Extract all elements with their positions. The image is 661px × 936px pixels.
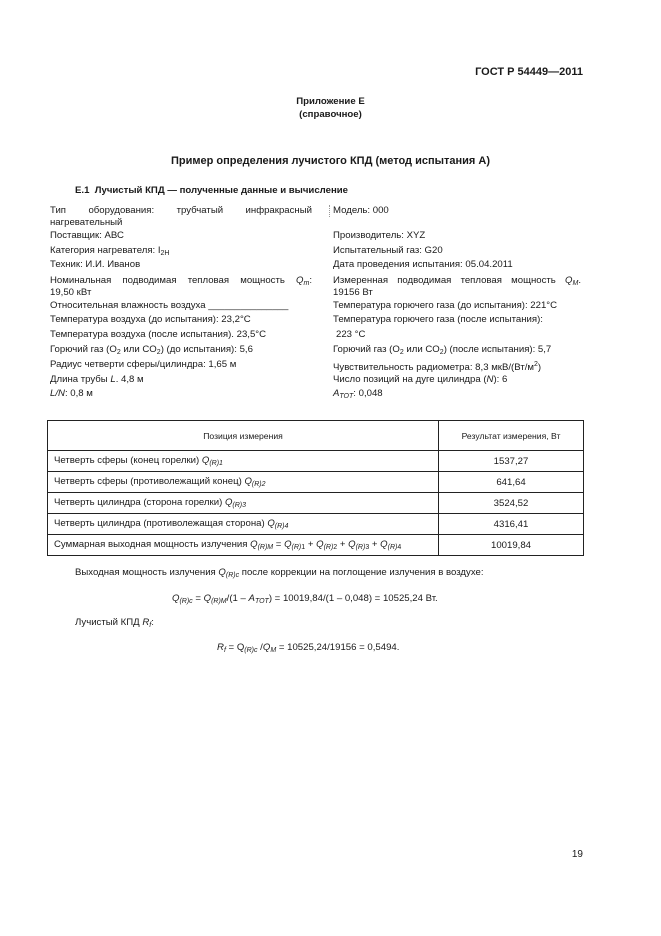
equipment-line-1 — [50, 205, 312, 217]
sub: (R)4 — [274, 523, 289, 530]
position-cell: Суммарная выходная мощность излучения $Q_{(R)M} = Q_{(R)1} + Q_{(R)2} + Q_{(R)3} + Q_{(R)4}$ — [48, 535, 439, 556]
word: тепловая — [460, 275, 502, 286]
table-row — [48, 451, 584, 472]
power-symbol: Q — [296, 275, 304, 286]
appendix-subtitle: (справочное) — [299, 109, 362, 120]
text: ) — [537, 362, 542, 373]
appendix-title: Приложение Е — [296, 96, 365, 107]
ln-symbol: L/N — [50, 388, 65, 399]
ln-ratio — [50, 388, 312, 400]
table-row-sum — [48, 535, 584, 556]
air-temp-before: Температура воздуха (до испытания): 23,2°С — [50, 314, 251, 325]
test-date: Дата проведения испытания: 05.04.2011 — [333, 259, 513, 270]
text: Четверть сферы (конец горелки) — [54, 455, 202, 466]
text: или CO — [120, 344, 157, 355]
measured-symbol: Q — [565, 275, 573, 286]
text: ): 6 — [493, 374, 508, 385]
section-number: Е.1 — [75, 185, 90, 196]
tube-symbol: L — [110, 374, 116, 385]
text: Длина трубы — [50, 374, 111, 385]
results-table — [47, 420, 584, 556]
manufacturer: Производитель: XYZ — [333, 230, 426, 241]
text: /(1 – — [226, 593, 249, 604]
sym: Q — [201, 455, 210, 466]
text: : 0,8 м — [64, 388, 93, 399]
col-position-header: Позиция измерения — [48, 421, 439, 451]
equipment-line-2: нагревательный — [50, 217, 123, 228]
table-row — [48, 472, 584, 493]
text: или CO — [403, 344, 440, 355]
text: Лучистый КПД — [75, 617, 143, 628]
position-cell — [48, 514, 439, 535]
positions — [333, 374, 581, 386]
result-cell: 1537,27 — [439, 451, 584, 472]
section-heading — [75, 185, 348, 196]
result-cell: 4316,41 — [439, 514, 584, 535]
text: Суммарная выходная мощность излучения — [54, 539, 251, 550]
heater-category — [50, 245, 312, 260]
position-cell — [48, 451, 439, 472]
text: Четверть цилиндра (противолежащая сторона) — [54, 518, 268, 529]
text: ) (до испытания): 5,6 — [160, 344, 253, 355]
sym: Q — [224, 497, 233, 508]
column-divider — [329, 205, 330, 217]
word: подводимая — [122, 275, 177, 286]
standard-number: ГОСТ Р 54449—2011 — [475, 66, 583, 78]
word: подводимая — [397, 275, 452, 286]
text: после коррекции на поглощение излучения в воздухе: — [239, 567, 484, 578]
radius: Радиус четверти сферы/цилиндра: 1,65 м — [50, 359, 237, 370]
atot-sub: TOT — [339, 393, 354, 400]
supplier: Поставщик: АВС — [50, 230, 124, 241]
sub: (R)1 — [209, 460, 223, 467]
humidity: Относительная влажность воздуха _______________ — [50, 300, 289, 311]
air-temp-after: Температура воздуха (после испытания). 23,5°С — [50, 329, 267, 340]
result-cell: 641,64 — [439, 472, 584, 493]
power-sub: m — [303, 280, 310, 287]
measured-power-line-2: 19156 Вт — [333, 287, 373, 298]
table-header-row — [48, 421, 584, 451]
a-tot — [333, 388, 581, 403]
word: Тип — [50, 205, 66, 216]
gas-before: Горючий газ ($O_2$ или $CO_2$) (до испытания): 5,6 — [50, 344, 253, 356]
text: : 0,048 — [353, 388, 383, 399]
text: ) = 10019,84/(1 – 0,048) = 10525,24 Вт. — [268, 593, 438, 604]
position-cell — [48, 472, 439, 493]
model: Модель: 000 — [333, 205, 389, 216]
test-gas: Испытательный газ: G20 — [333, 245, 443, 256]
gas-temp-before: Температура горючего газа (до испытания): 221°С — [333, 300, 558, 311]
word: инфракрасный — [245, 205, 312, 216]
word: мощность — [511, 275, 556, 286]
word: мощность — [240, 275, 285, 286]
measured-sub: M — [572, 280, 579, 287]
col-result-header: Результат измерения, Вт — [439, 421, 584, 451]
word: Измеренная — [333, 275, 389, 286]
sym: Q — [244, 476, 252, 487]
text: Число позиций на дуге цилиндра ( — [333, 374, 487, 385]
category-sub: 2Н — [160, 250, 170, 257]
gas-after: Горючий газ ($O_2$ или $CO_2$) (после испытания): 5,7 — [333, 344, 552, 356]
page-number: 19 — [571, 849, 583, 860]
sub: (R)2 — [251, 481, 266, 488]
table-row — [48, 514, 584, 535]
word: Номинальная — [50, 275, 112, 286]
text: . 4,8 м — [115, 374, 144, 385]
text: Четверть цилиндра (сторона горелки) — [54, 497, 225, 508]
efficiency-label: Лучистый КПД $R_f$: — [75, 617, 154, 629]
sub: (R)3 — [232, 502, 247, 509]
atot-symbol: A — [333, 388, 340, 399]
text: Выходная мощность излучения — [75, 567, 219, 578]
text: Горючий газ (O — [333, 344, 400, 355]
text: ) (после испытания): 5,7 — [443, 344, 552, 355]
text: Четверть сферы (противолежащий конец) — [54, 476, 245, 487]
main-title: Пример определения лучистого КПД (метод испытания А) — [170, 155, 490, 167]
word: оборудования: — [88, 205, 155, 216]
n-symbol: N — [486, 374, 494, 385]
corrected-formula: $Q_{(R)c} = Q_{(R)M}/(1 - A_{TOT}) = 10019,84/(1 - 0,048) = 10525,24$ Вт. — [172, 593, 438, 605]
category-label: Категория нагревателя: I — [50, 245, 161, 256]
text: = 10525,24/19156 = 0,5494. — [276, 642, 400, 653]
table-row — [48, 493, 584, 514]
tube-length — [50, 374, 312, 386]
gas-temp-after: Температура горючего газа (после испытания): — [333, 314, 543, 325]
power-line-2: 19,50 кВт — [50, 287, 92, 298]
word: тепловая — [187, 275, 230, 286]
text: Горючий газ (O — [50, 344, 117, 355]
word: трубчатый — [176, 205, 224, 216]
sym: Q — [267, 518, 275, 529]
technician: Техник: И.И. Иванов — [50, 259, 141, 270]
efficiency-formula: $R_f = Q_{(R)c}$ $/Q_M = 10525,24/19156 = 0,5494$. — [217, 642, 400, 654]
position-cell — [48, 493, 439, 514]
section-title: Лучистый КПД — полученные данные и вычисление — [94, 185, 348, 196]
gas-temp-after-value: 223 °С — [336, 329, 366, 340]
text: Чувствительность радиометра: 8,3 мкВ/(Вт/м — [333, 362, 534, 373]
corrected-intro: Выходная мощность излучения $Q_{(R)c}$ после коррекции на поглощение излучения в воздухе: — [75, 567, 484, 579]
rf-sub: f — [149, 622, 152, 629]
radiometer — [333, 359, 581, 374]
measured-power-line-1: Измеренная подводимая тепловая мощность $Q_M$. — [333, 275, 581, 287]
power-line-1: Номинальная подводимая тепловая мощность $Q_m$: — [50, 275, 312, 287]
superscript: 2 — [533, 361, 538, 368]
result-cell: 3524,52 — [439, 493, 584, 514]
result-cell: 10019,84 — [439, 535, 584, 556]
rf-symbol: R — [142, 617, 150, 628]
